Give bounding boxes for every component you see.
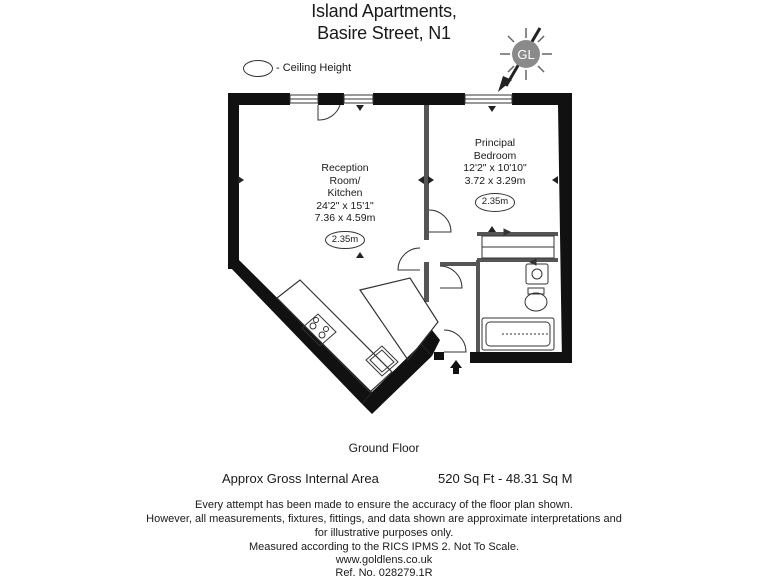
reception-ceiling-height: 2.35m xyxy=(325,231,365,250)
gl-logo-text: GL xyxy=(517,47,535,62)
website-link[interactable]: www.goldlens.co.uk xyxy=(335,554,433,566)
reference-number: Ref. No. 028279.1R xyxy=(335,567,433,579)
bedroom-ceiling-height: 2.35m xyxy=(475,193,515,212)
area-value: 520 Sq Ft - 48.31 Sq M xyxy=(438,471,573,486)
reception-room-label: Reception Room/ Kitchen 24'2" x 15'1" 7.36 x 4.59m 2.35m xyxy=(290,162,400,249)
bathroom xyxy=(482,264,554,350)
gl-logo-icon xyxy=(500,28,552,80)
floor-label: Ground Floor xyxy=(348,441,420,455)
disclaimer-line: Every attempt has been made to ensure the accuracy of the floor plan shown. xyxy=(195,499,573,511)
area-label: Approx Gross Internal Area xyxy=(222,471,379,486)
ceiling-height-legend-label: - Ceiling Height xyxy=(276,62,352,74)
entrance-arrow-icon xyxy=(450,360,462,374)
property-title-line2: Basire Street, N1 xyxy=(317,23,451,43)
disclaimer-line: Measured according to the RICS IPMS 2. Not To Scale. xyxy=(248,541,520,553)
disclaimer-line: for illustrative purposes only. xyxy=(314,527,454,539)
property-title-line1: Island Apartments, xyxy=(311,1,457,21)
disclaimer-line: However, all measurements, fixtures, fittings, and data shown are approximate interpretations and xyxy=(146,513,622,525)
bedroom-label: Principal Bedroom 12'2" x 10'10" 3.72 x 3.29m 2.35m xyxy=(440,137,550,212)
